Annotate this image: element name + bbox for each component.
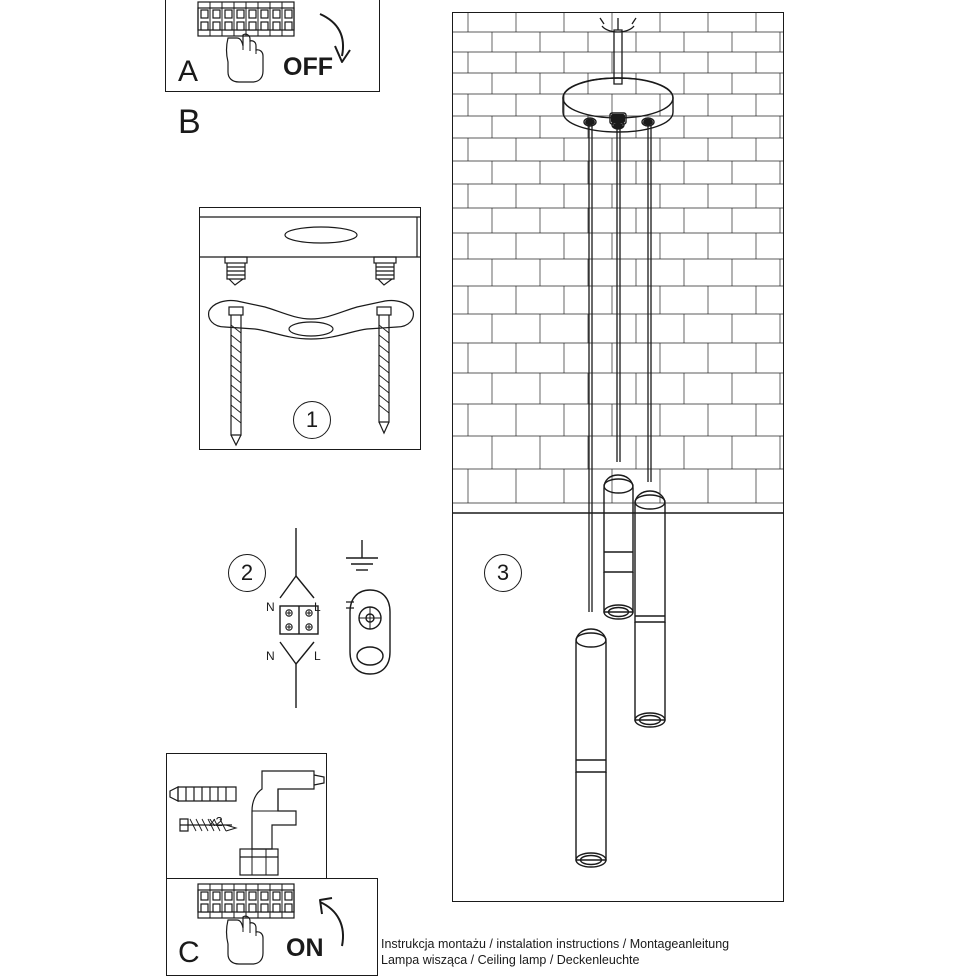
panel-drill-illustration	[166, 753, 327, 880]
step-c-letter: C	[178, 936, 201, 969]
step-2-number: 2	[240, 560, 254, 585]
step-c-state-label: ON	[286, 934, 324, 962]
footer-line-1: Instrukcja montażu / instalation instructions / Montageanleitung	[381, 937, 730, 951]
panel-3-illustration	[452, 12, 784, 902]
terminal-label-l-top: L	[314, 600, 321, 614]
step-a-state-label: OFF	[283, 53, 333, 81]
step-1-number: 1	[305, 407, 319, 432]
step-3-number-badge	[484, 554, 522, 592]
step-b-letter: B	[178, 103, 202, 141]
step-2-number-badge	[228, 554, 266, 592]
terminal-label-n-bottom: N	[266, 649, 275, 663]
step-1-number-badge	[293, 401, 331, 439]
step-a-letter: A	[178, 55, 199, 88]
panel-c-illustration	[170, 876, 378, 972]
footer-line-2: Lampa wisząca / Ceiling lamp / Deckenleuchte	[381, 953, 640, 967]
panel-2-illustration	[262, 528, 402, 708]
terminal-label-n-top: N	[266, 600, 275, 614]
panel-a-illustration	[170, 0, 380, 90]
drill-quantity-label: x2	[209, 814, 223, 829]
step-3-number: 3	[496, 560, 510, 585]
terminal-label-l-bottom: L	[314, 649, 321, 663]
